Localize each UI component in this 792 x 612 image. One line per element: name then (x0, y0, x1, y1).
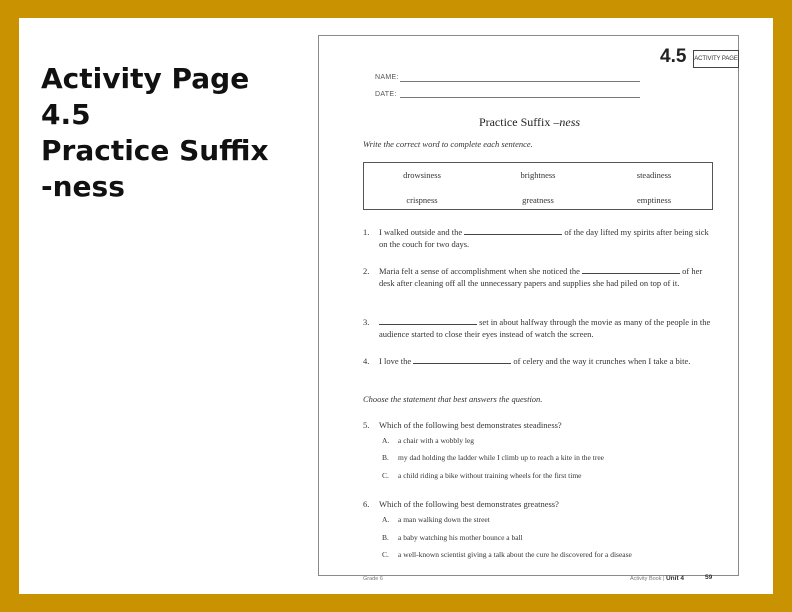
answer-option[interactable] (382, 436, 474, 445)
answer-option[interactable] (382, 515, 490, 524)
answer-blank[interactable] (582, 265, 680, 274)
sentence-4 (363, 355, 718, 367)
instruction-choose-statement: Choose the statement that best answers the question. (363, 394, 543, 404)
word-bank-item: emptiness (637, 195, 671, 205)
page-number: 4.5 (660, 46, 687, 67)
question-5 (363, 419, 718, 431)
option-text: my dad holding the ladder while I climb up to reach a kite in the tree (398, 453, 604, 462)
question-text: Which of the following best demonstrates steadiness? (379, 420, 562, 430)
worksheet-page (318, 35, 739, 582)
answer-option[interactable] (382, 471, 582, 480)
answer-option[interactable] (382, 550, 632, 559)
worksheet-title-suffix: –ness (553, 115, 581, 129)
question-6 (363, 498, 718, 510)
activity-page-badge: ACTIVITY PAGE (693, 50, 739, 68)
name-line (400, 81, 640, 82)
slide-title-line: 4.5 (41, 98, 91, 131)
instruction-complete-sentence: Write the correct word to complete each sentence. (363, 139, 533, 149)
sentence-2 (363, 265, 718, 289)
word-bank-item: steadiness (636, 170, 672, 180)
footer-book-title: Activity Book | (630, 576, 666, 582)
worksheet-title-main: Practice Suffix (478, 115, 554, 129)
option-letter: C. (382, 550, 389, 559)
option-text: a chair with a wobbly leg (398, 436, 475, 445)
sentence-number: 3. (363, 317, 370, 327)
question-number: 5. (363, 420, 370, 430)
footer-page-number (705, 574, 712, 581)
slide-title (41, 61, 301, 205)
slide-title-line: Practice Suffix (41, 134, 269, 167)
option-text: a child riding a bike without training wheels for the first time (398, 471, 582, 480)
question-text: Which of the following best demonstrates greatness? (379, 499, 559, 509)
sentence-text-after: of her desk after cleaning off all the unnecessary papers and supplies she had piled on top of it. (379, 266, 703, 288)
sentence-text-after: of celery and the way it crunches when I take a bite. (511, 356, 691, 366)
option-text: a well-known scientist giving a talk about the cure he discovered for a disease (398, 550, 632, 559)
footer-grade: Grade 6 (363, 576, 383, 582)
option-text: a man walking down the street (398, 515, 490, 524)
word-bank-item: brightness (520, 170, 556, 180)
question-number: 6. (363, 499, 370, 509)
slide-title-line: -ness (41, 170, 125, 203)
sentence-text-before: I walked outside and the (379, 227, 465, 237)
option-letter: B. (382, 453, 389, 462)
footer-page: 59 (705, 574, 713, 581)
sentence-1 (363, 226, 718, 250)
sentence-number: 4. (363, 356, 370, 366)
word-bank (363, 162, 713, 210)
sentence-text-before: Maria felt a sense of accomplishment when she noticed the (379, 266, 582, 276)
slide-title-line: Activity Page (41, 62, 250, 95)
name-label: NAME: (375, 74, 399, 81)
sentence-3 (363, 316, 718, 340)
answer-option[interactable] (382, 533, 523, 542)
word-bank-item: drowsiness (403, 170, 441, 180)
word-bank-item: greatness (522, 195, 554, 205)
footer-unit: Unit 4 (665, 575, 685, 582)
answer-blank[interactable] (413, 355, 511, 364)
word-bank-item: crispness (406, 195, 438, 205)
footer-book (630, 575, 684, 582)
sentence-text-after: set in about halfway through the movie as many of the people in the audience started to close their eyes instead of watch the screen. (379, 317, 711, 339)
option-letter: A. (382, 515, 390, 524)
sentence-number: 2. (363, 266, 370, 276)
sentence-number: 1. (363, 227, 370, 237)
option-letter: B. (382, 533, 389, 542)
answer-option[interactable] (382, 453, 604, 462)
date-line (400, 97, 640, 98)
option-text: a baby watching his mother bounce a ball (398, 533, 523, 542)
slide (19, 18, 773, 594)
option-letter: C. (382, 471, 389, 480)
worksheet-title (319, 115, 740, 130)
sentence-text-after: of the day lifted my spirits after being sick on the couch for two days. (379, 227, 709, 249)
answer-blank[interactable] (464, 226, 562, 235)
answer-blank[interactable] (379, 316, 477, 325)
option-letter: A. (382, 436, 390, 445)
sentence-text-before: I love the (379, 356, 414, 366)
date-label: DATE: (375, 91, 397, 98)
